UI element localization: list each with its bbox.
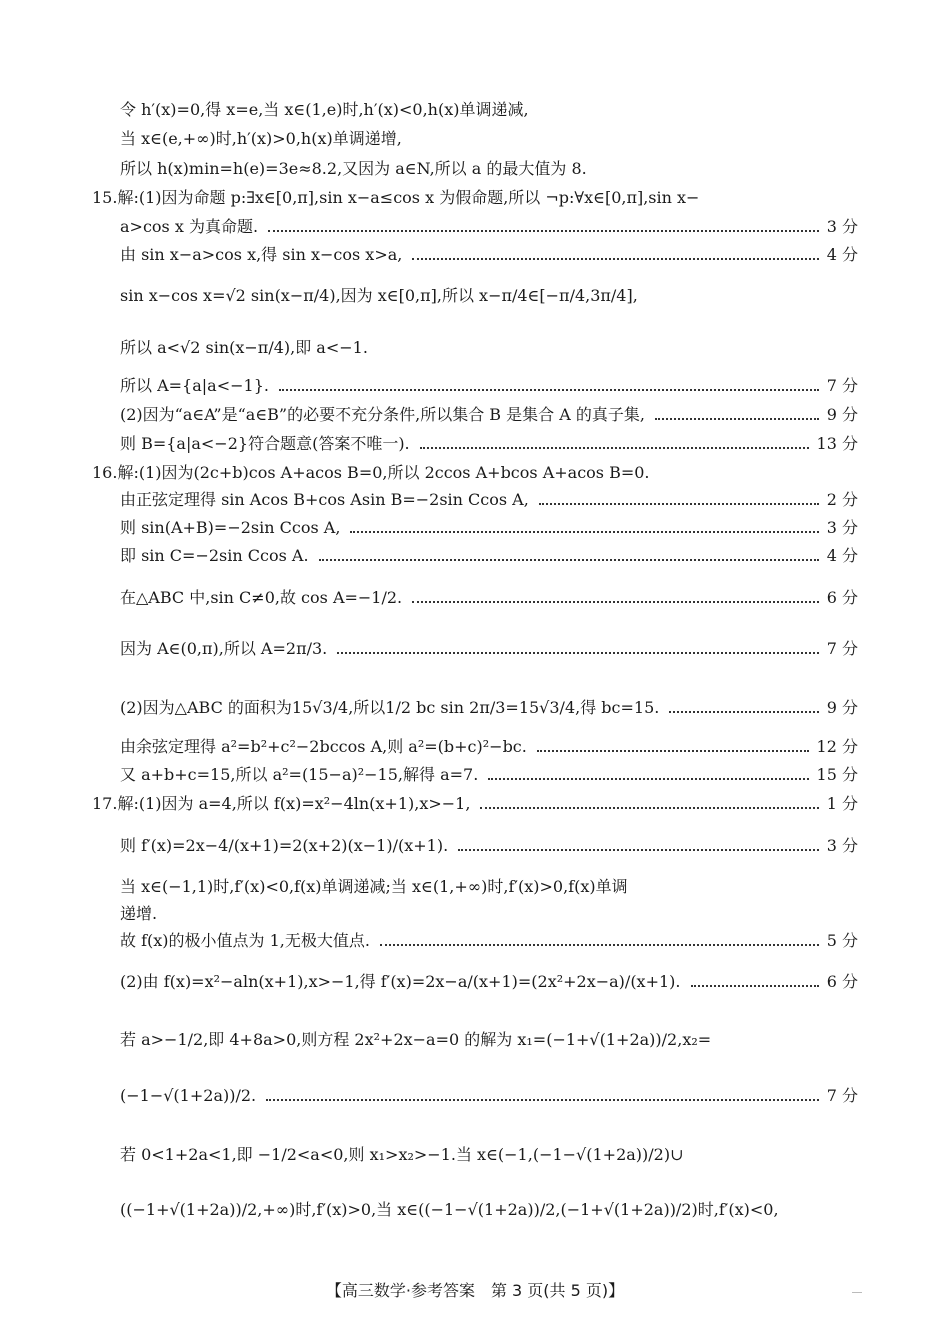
page-footer: 【高三数学·参考答案 第 3 页(共 5 页)】: [325, 1281, 625, 1300]
leader-dots: [480, 807, 818, 809]
leader-dots: [412, 601, 819, 603]
score-line: (2)因为△ABC 的面积为15√3/4,所以1/2 bc sin 2π/3=15√3/4,得 bc=15. 9 分: [120, 698, 858, 717]
leader-dots: [279, 389, 819, 391]
score-line: 由余弦定理得 a²=b²+c²−2bccos A,则 a²=(b+c)²−bc. 12 分: [120, 737, 858, 756]
score-line: 则 sin(A+B)=−2sin Ccos A, 3 分: [120, 518, 858, 537]
score-label: 12 分: [816, 737, 858, 756]
score-label: 6 分: [826, 972, 858, 991]
text-line: 递增.: [120, 904, 158, 923]
text-line: 所以 a<√2 sin(x−π/4),即 a<−1.: [120, 338, 368, 357]
score-label: 5 分: [826, 931, 858, 950]
text-line: 令 h′(x)=0,得 x=e,当 x∈(1,e)时,h′(x)<0,h(x)单调递减,: [120, 100, 529, 119]
leader-dots: [691, 985, 819, 987]
leader-dots: [412, 258, 818, 260]
score-line: 故 f(x)的极小值点为 1,无极大值点. 5 分: [120, 931, 858, 950]
score-line: 又 a+b+c=15,所以 a²=(15−a)²−15,解得 a=7. 15 分: [120, 765, 858, 784]
leader-dots: [266, 1099, 819, 1101]
score-label: 7 分: [826, 1086, 858, 1105]
score-label: 2 分: [826, 490, 858, 509]
text-line: sin x−cos x=√2 sin(x−π/4),因为 x∈[0,π],所以 x−π/4∈[−π/4,3π/4],: [120, 286, 638, 305]
score-line: (−1−√(1+2a))/2. 7 分: [120, 1086, 858, 1105]
score-line: 即 sin C=−2sin Ccos A. 4 分: [120, 546, 858, 565]
score-label: 4 分: [826, 546, 858, 565]
score-label: 3 分: [826, 217, 858, 236]
score-line: 则 B={a|a<−2}符合题意(答案不唯一). 13 分: [120, 434, 858, 453]
score-line: 所以 A={a|a<−1}. 7 分: [120, 376, 858, 395]
text-line: ((−1+√(1+2a))/2,+∞)时,f′(x)>0,当 x∈((−1−√(1+2a))/2,(−1+√(1+2a))/2)时,f′(x)<0,: [120, 1200, 779, 1219]
question-16-heading: 16.解:(1)因为(2c+b)cos A+acos B=0,所以 2ccos A+bcos A+acos B=0.: [92, 463, 650, 482]
score-label: 1 分: [826, 794, 858, 813]
leader-dots: [350, 531, 818, 533]
score-label: 15 分: [816, 765, 858, 784]
score-label: 6 分: [826, 588, 858, 607]
text-line: 若 0<1+2a<1,即 −1/2<a<0,则 x₁>x₂>−1.当 x∈(−1,(−1−√(1+2a))/2)∪: [120, 1145, 684, 1164]
score-label: 4 分: [826, 245, 858, 264]
score-label: 13 分: [816, 434, 858, 453]
question-15-heading: 15.解:(1)因为命题 p:∃x∈[0,π],sin x−a≤cos x 为假命题,所以 ¬p:∀x∈[0,π],sin x−: [92, 188, 700, 207]
leader-dots: [319, 559, 819, 561]
score-line: (2)因为“a∈A”是“a∈B”的必要不充分条件,所以集合 B 是集合 A 的真子集, 9 分: [120, 405, 858, 424]
score-label: 3 分: [826, 836, 858, 855]
leader-dots: [380, 944, 819, 946]
score-line: 由正弦定理得 sin Acos B+cos Asin B=−2sin Ccos A, 2 分: [120, 490, 858, 509]
score-line: 则 f′(x)=2x−4/(x+1)=2(x+2)(x−1)/(x+1). 3 分: [120, 836, 858, 855]
leader-dots: [655, 418, 819, 420]
leader-dots: [337, 652, 818, 654]
score-line: 在△ABC 中,sin C≠0,故 cos A=−1/2. 6 分: [120, 588, 858, 607]
leader-dots: [268, 230, 819, 232]
leader-dots: [458, 849, 819, 851]
text-line: 当 x∈(−1,1)时,f′(x)<0,f(x)单调递减;当 x∈(1,+∞)时,f′(x)>0,f(x)单调: [120, 877, 628, 896]
score-line: (2)由 f(x)=x²−aln(x+1),x>−1,得 f′(x)=2x−a/(x+1)=(2x²+2x−a)/(x+1). 6 分: [120, 972, 858, 991]
text-line: 当 x∈(e,+∞)时,h′(x)>0,h(x)单调递增,: [120, 129, 402, 148]
score-label: 7 分: [826, 376, 858, 395]
leader-dots: [420, 447, 809, 449]
text-line: 若 a>−1/2,即 4+8a>0,则方程 2x²+2x−a=0 的解为 x₁=(−1+√(1+2a))/2,x₂=: [120, 1030, 712, 1049]
score-label: 9 分: [826, 698, 858, 717]
score-label: 9 分: [826, 405, 858, 424]
score-label: 3 分: [826, 518, 858, 537]
leader-dots: [488, 778, 808, 780]
leader-dots: [537, 750, 809, 752]
text-line: 所以 h(x)min=h(e)=3e≈8.2,又因为 a∈N,所以 a 的最大值为 8.: [120, 159, 587, 178]
score-line: 由 sin x−a>cos x,得 sin x−cos x>a, 4 分: [120, 245, 858, 264]
question-17-heading: 17.解:(1)因为 a=4,所以 f(x)=x²−4ln(x+1),x>−1, 1 分: [92, 794, 858, 813]
corner-mark: [852, 1292, 862, 1293]
leader-dots: [669, 711, 818, 713]
leader-dots: [539, 503, 819, 505]
score-label: 7 分: [826, 639, 858, 658]
score-line: 因为 A∈(0,π),所以 A=2π/3. 7 分: [120, 639, 858, 658]
score-line: a>cos x 为真命题. 3 分: [120, 217, 858, 236]
